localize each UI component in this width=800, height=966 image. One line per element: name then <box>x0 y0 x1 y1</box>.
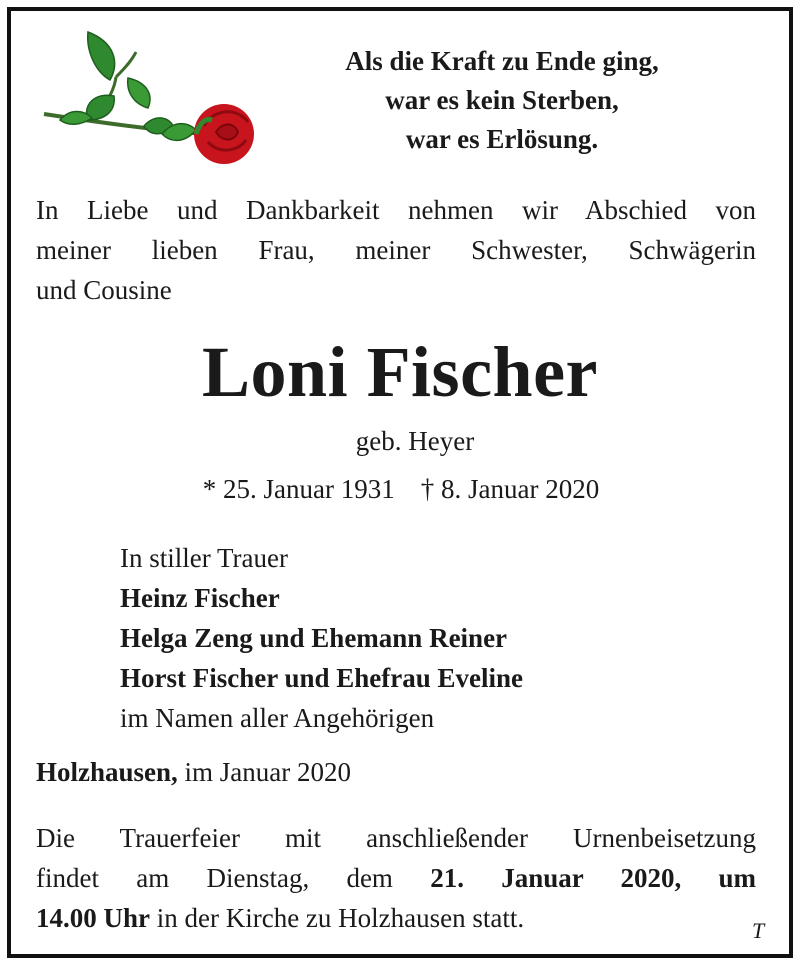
intro-line-2: meiner lieben Frau, meiner Schwester, Schwägerin <box>36 235 756 265</box>
funeral-location: in der Kirche zu Holzhausen statt. <box>150 903 525 933</box>
place-town: Holzhausen, <box>36 757 178 787</box>
mourner-name: Horst Fischer und Ehefrau Eveline <box>120 663 524 693</box>
motto-line-2: war es kein Sterben, <box>385 85 619 115</box>
place-date <box>36 752 351 792</box>
mourner-name: Helga Zeng und Ehemann Reiner <box>120 623 508 653</box>
funeral-notice <box>36 818 756 938</box>
funeral-time: 14.00 Uhr <box>36 903 150 933</box>
maiden-name: geb. Heyer <box>355 426 475 456</box>
red-rose-icon <box>36 22 258 168</box>
deceased-name: Loni Fischer <box>202 332 598 412</box>
birth-date: * 25. Januar 1931 <box>202 474 395 504</box>
mourners-block <box>120 538 740 738</box>
publisher-mark: T <box>752 918 765 943</box>
intro-line-3: und Cousine <box>36 275 172 305</box>
death-date: † 8. Januar 2020 <box>420 474 600 504</box>
life-dates <box>0 471 800 507</box>
funeral-line-2-text: findet am Dienstag, dem <box>36 863 431 893</box>
motto-line-1: Als die Kraft zu Ende ging, <box>345 46 659 76</box>
funeral-line-2 <box>36 858 756 898</box>
intro-line-1: In Liebe und Dankbarkeit nehmen wir Abschied von <box>36 195 756 225</box>
mourner-name: Heinz Fischer <box>120 583 280 613</box>
funeral-line-3 <box>36 898 756 938</box>
intro-text <box>36 190 756 310</box>
mourners-outro: im Namen aller Angehörigen <box>120 703 435 733</box>
motto <box>262 42 742 159</box>
mourners-intro: In stiller Trauer <box>120 543 288 573</box>
place-month: im Januar 2020 <box>184 757 352 787</box>
funeral-line-1: Die Trauerfeier mit anschließender Urnenbeisetzung <box>36 823 756 853</box>
motto-line-3: war es Erlösung. <box>405 124 599 154</box>
funeral-date: 21. Januar 2020, um <box>430 863 756 893</box>
